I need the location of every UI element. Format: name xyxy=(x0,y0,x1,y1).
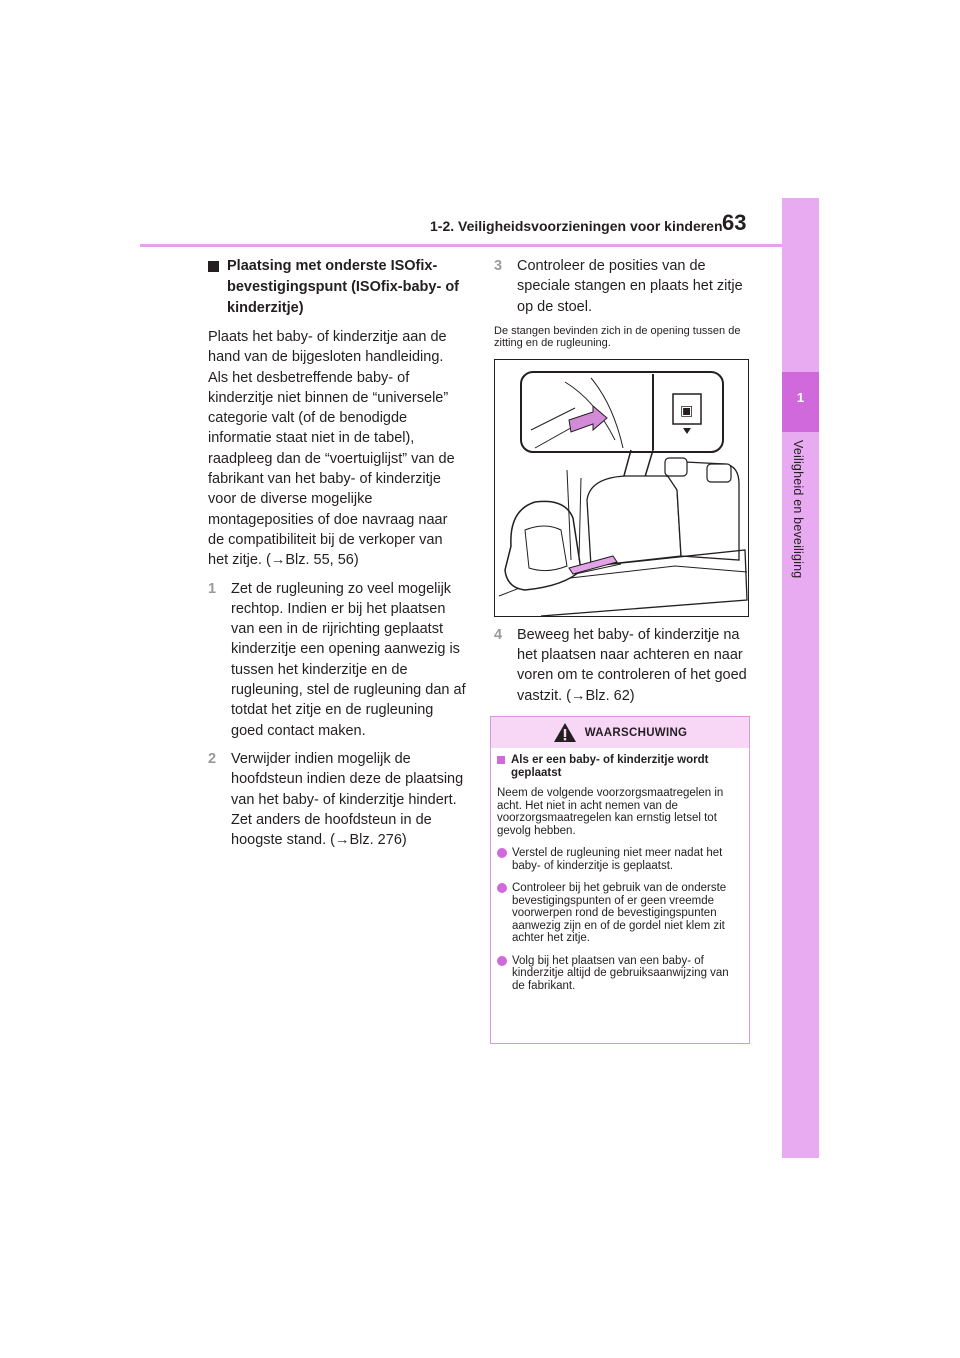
chapter-side-tab xyxy=(782,198,819,1158)
step-number: 1 xyxy=(208,580,217,597)
step-3 xyxy=(494,256,754,317)
intro-paragraph: Plaats het baby- of kinderzitje aan de hand van de bijgesloten handleiding. Als het desbetreffende baby- of kinderzitje niet binnen de “universele” categorie valt (of de benodigde informatie staat niet in de tabel), raadpleeg dan de “voertuiglijst” van de fabrikant van het baby- of kinderzitje voor de diverse mogelijke montageposities of doe navraag naar de compatibiliteit bij de verkoper van het zitje. (→Blz. 55, 56) xyxy=(208,329,455,569)
warning-bullet xyxy=(497,882,741,945)
warning-bullet-text: Controleer bij het gebruik van de onderste bevestigingspunten of er geen vreemde voorwerpen rond de bevestigingspunten aanwezig zijn en of de gordel niet klem zit achter het zitje. xyxy=(512,882,727,944)
warning-bullet-text: Verstel de rugleuning niet meer nadat het baby- of kinderzitje is geplaatst. xyxy=(512,847,723,872)
bullet-dot-icon xyxy=(497,848,507,858)
warning-triangle-icon xyxy=(553,722,577,743)
warning-header xyxy=(491,716,749,748)
warning-box xyxy=(490,716,750,1044)
warning-subheading-text: Als er een baby- of kinderzitje wordt geplaatst xyxy=(511,754,709,779)
chapter-number: 1 xyxy=(796,390,805,405)
isofix-illustration xyxy=(494,359,749,617)
right-column xyxy=(494,256,754,706)
step-number: 3 xyxy=(494,258,503,274)
step-4 xyxy=(494,625,754,706)
warning-bullet xyxy=(497,847,741,872)
warning-title: WAARSCHUWING xyxy=(584,726,688,739)
warning-intro: Neem de volgende voorzorgsmaatregelen in acht. Het niet in acht nemen van de voorzorgsmaatregelen kan ernstig letsel tot gevolg hebben. xyxy=(497,787,724,837)
step-number: 2 xyxy=(208,750,217,767)
section-title: 1-2. Veiligheidsvoorzieningen voor kinderen xyxy=(430,218,723,234)
isofix-drawing xyxy=(495,360,748,616)
square-bullet-icon xyxy=(497,756,505,764)
step-text: Controleer de posities van de speciale stangen en plaats het zitje op de stoel. xyxy=(517,258,743,315)
figure-note: De stangen bevinden zich in de opening tussen de zitting en de rugleuning. xyxy=(494,324,741,349)
warning-bullet xyxy=(497,955,741,993)
square-bullet-icon xyxy=(208,261,219,272)
chapter-title: Veiligheid en beveiliging xyxy=(791,440,805,579)
step-2 xyxy=(208,749,466,850)
section-heading-text: Plaatsing met onderste ISOfix-bevestigingspunt (ISOfix-baby- of kinderzitje) xyxy=(227,258,460,316)
section-heading xyxy=(208,256,466,319)
left-column xyxy=(208,256,466,850)
step-number: 4 xyxy=(494,626,503,643)
step-1 xyxy=(208,579,466,741)
warning-bullet-text: Volg bij het plaatsen van een baby- of kinderzitje altijd de gebruiksaanwijzing van de fabrikant. xyxy=(512,954,729,992)
header-rule xyxy=(140,244,782,247)
step-text: Beweeg het baby- of kinderzitje na het plaatsen naar achteren en naar voren om te controleren of het goed vastzit. (→Blz. 62) xyxy=(517,626,747,704)
warning-subheading xyxy=(497,754,741,779)
bullet-dot-icon xyxy=(497,883,507,893)
page-number: 63 xyxy=(722,210,747,235)
step-text: Verwijder indien mogelijk de hoofdsteun indien deze de plaatsing van het baby- of kinderzitje hindert. Zet anders de hoofdsteun in de hoogste stand. (→Blz. 276) xyxy=(231,750,464,849)
svg-text:▣: ▣ xyxy=(680,402,694,419)
warning-body xyxy=(491,748,749,998)
bullet-dot-icon xyxy=(497,956,507,966)
step-text: Zet de rugleuning zo veel mogelijk rechtop. Indien er bij het plaatsen van een in de rijrichting geplaatst kinderzitje een opening aanwezig is tussen het kinderzitje en de rugleuning, stel de rugleuning dan af totdat het zitje en de rugleuning goed contact maken. xyxy=(231,580,466,739)
